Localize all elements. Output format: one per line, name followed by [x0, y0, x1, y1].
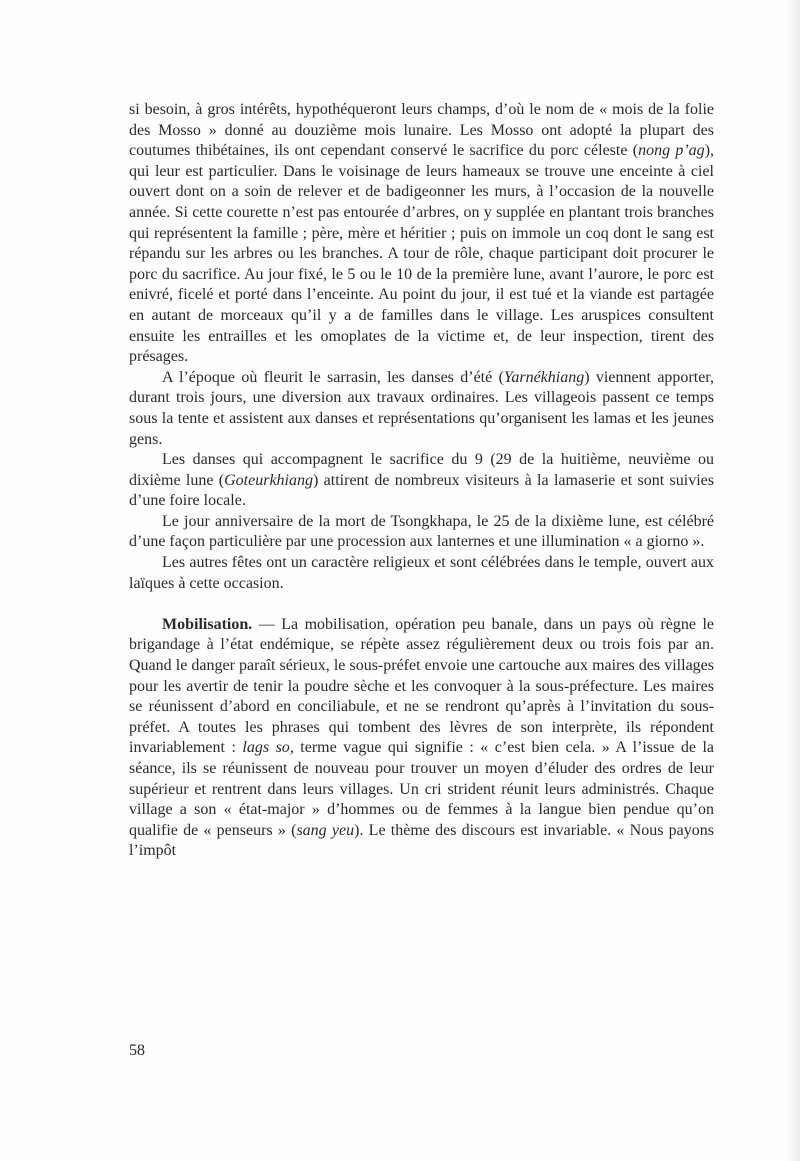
text-run: Les danses qui accompagnent le sacrifice du 9 (29 de la huitième, neuvième ou dixième lune ( [129, 451, 714, 489]
italic-term: Yarnékhiang [503, 368, 585, 386]
italic-term: Goteurkhiang [224, 471, 313, 489]
italic-term: sang yeu [296, 821, 355, 839]
text-run: ). Le thème des discours est invariable. « Nous payons l’impôt [129, 821, 714, 860]
paragraph-mobilisation [129, 615, 714, 862]
section-heading: Mobilisation. [162, 615, 253, 633]
text-run: Le jour anniversaire de la mort de Tsongkhapa, le 25 de la dixième lune, est célébré d’une façon particulière par une procession aux lanternes et une illumination « a giorno ». [129, 512, 714, 551]
paragraph-1 [129, 100, 714, 368]
text-run: Les autres fêtes ont un caractère religieux et sont célébrées dans le temple, ouvert aux laïques à cette occasion. [129, 554, 714, 592]
paragraph-2 [129, 368, 714, 450]
text-run: , terme vague qui signifie : « c’est bien cela. » A l’issue de la séance, ils se réunissent de nouveau pour trouver un moyen d’éluder des ordres de leur supérieur et rentrent dans leurs villages. Un cri strident réunit leurs administrés. Chaque village a son « état-major » d’hommes ou de femmes à la langue bien pendue qu’on qualifie de « penseurs » ( [129, 739, 715, 839]
page-edge-shadow [786, 0, 800, 1161]
text-run: si besoin, à gros intérêts, hypothéqueront leurs champs, d’où le nom de « mois de la folie des Mosso » donné au douzième mois lunaire. Les Mosso ont adopté la plupart des coutumes thibétaines, ils ont cependant conservé le sacrifice du porc céleste ( [129, 101, 714, 160]
page-number: 58 [129, 1042, 145, 1059]
text-run: A l’époque où fleurit le sarrasin, les danses d’été ( [162, 368, 504, 386]
body-text [129, 100, 714, 862]
paragraph-4 [129, 512, 714, 553]
italic-term: nong p’ag [638, 142, 705, 160]
text-run: ), qui leur est particulier. Dans le voisinage de leurs hameaux se trouve une enceinte à ciel ouvert dont on a soin de relever et de badigeonner les murs, à l’occasion de la nouvelle année. Si cette courette n’est pas entourée d’arbres, on y supplée en plantant trois branches qui représentent la famille ; père, mère et héritier ; puis on immole un coq dont le sang est répandu sur les arbres ou les branches. A tour de rôle, chaque participant doit procurer le porc du sacrifice. Au jour fixé, le 5 ou le 10 de la première lune, avant l’aurore, le porc est enivré, ficelé et porté dans l’enceinte. Au point du jour, il est tué et la viande est partagée en autant de morceaux qu’il y a de familles dans le village. Les aruspices consultent ensuite les entrailles et les omoplates de la victime et, de leur inspection, tirent des présages. [129, 142, 715, 366]
text-run: — La mobilisation, opération peu banale, dans un pays où règne le brigandage à l’état endémique, se répète assez régulièrement deux ou trois fois par an. Quand le danger paraît sérieux, le sous-préfet envoie une cartouche aux maires des villages pour les avertir de tenir la poudre sèche et les convoquer à la sous-préfecture. Les maires se réunissent d’abord en conciliabule, et ne se rendront qu’après à l’invitation du sous-préfet. A toutes les phrases qui tombent des lèvres de son interprète, ils répondent invariablement : [129, 615, 714, 757]
paragraph-5 [129, 553, 714, 594]
text-run: ) viennent apporter, durant trois jours, une diversion aux travaux ordinaires. Les villageois passent ce temps sous la tente et assistent aux danses et représentations qu’organisent les lamas et les jeunes gens. [129, 368, 714, 448]
paragraph-3 [129, 450, 714, 512]
italic-term: lags so [242, 739, 290, 757]
text-run: ) attirent de nombreux visiteurs à la lamaserie et sont suivies d’une foire locale. [129, 471, 714, 510]
